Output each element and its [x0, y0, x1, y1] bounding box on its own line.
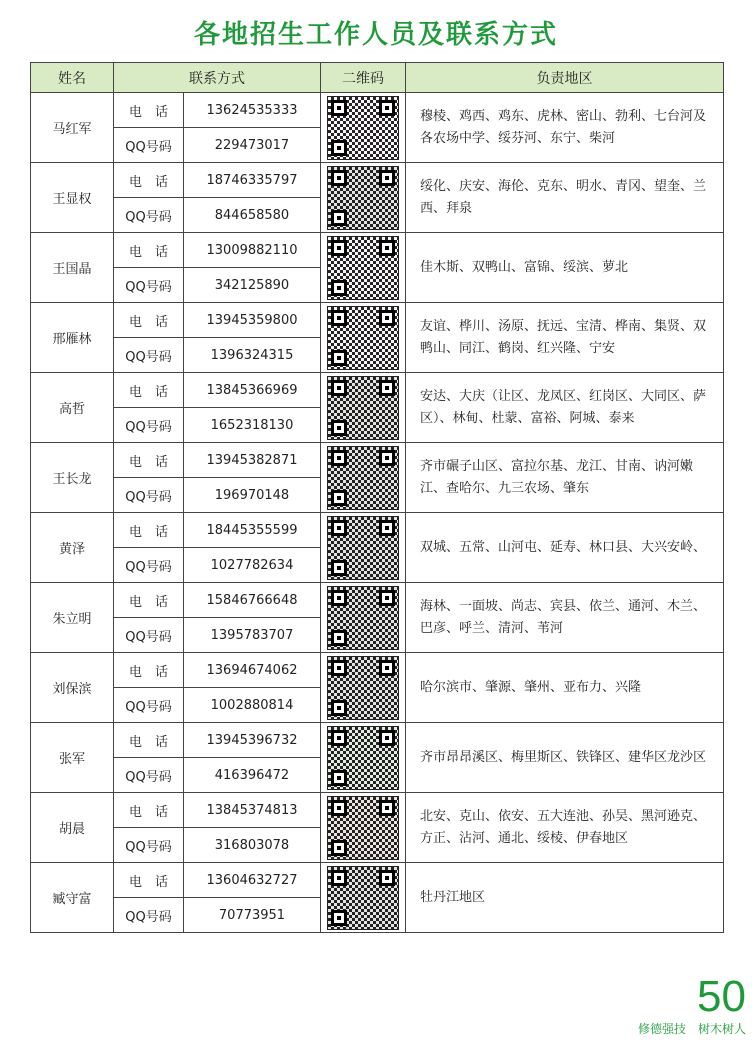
region-text: 绥化、庆安、海伦、克东、明水、青冈、望奎、兰西、拜泉	[406, 163, 724, 233]
phone-label: 电 话	[114, 303, 184, 338]
qq-label: QQ号码	[114, 828, 184, 863]
qr-code-icon	[327, 866, 399, 930]
phone-label: 电 话	[114, 233, 184, 268]
phone-label: 电 话	[114, 793, 184, 828]
staff-name: 张军	[31, 723, 114, 793]
phone-number: 15846766648	[184, 583, 321, 618]
qq-label: QQ号码	[114, 618, 184, 653]
qr-code-cell	[321, 793, 406, 863]
qr-code-cell	[321, 303, 406, 373]
phone-number: 13845366969	[184, 373, 321, 408]
header-row	[31, 63, 724, 93]
phone-number: 13845374813	[184, 793, 321, 828]
region-text: 佳木斯、双鸭山、富锦、绥滨、萝北	[406, 233, 724, 303]
table-row	[31, 93, 724, 128]
qr-code-cell	[321, 863, 406, 933]
region-text: 友谊、桦川、汤原、抚远、宝清、桦南、集贤、双鸭山、同江、鹤岗、红兴隆、宁安	[406, 303, 724, 373]
phone-label: 电 话	[114, 653, 184, 688]
staff-name: 马红军	[31, 93, 114, 163]
phone-number: 13009882110	[184, 233, 321, 268]
table-row	[31, 373, 724, 408]
qr-code-cell	[321, 723, 406, 793]
qr-code-cell	[321, 233, 406, 303]
staff-name: 高哲	[31, 373, 114, 443]
region-text: 安达、大庆（让区、龙凤区、红岗区、大同区、萨区）、林甸、杜蒙、富裕、阿城、泰来	[406, 373, 724, 443]
qq-number: 844658580	[184, 198, 321, 233]
header-contact: 联系方式	[114, 63, 321, 93]
qq-label: QQ号码	[114, 338, 184, 373]
qr-code-cell	[321, 373, 406, 443]
qq-number: 416396472	[184, 758, 321, 793]
header-region: 负责地区	[406, 63, 724, 93]
region-text: 穆棱、鸡西、鸡东、虎林、密山、勃利、七台河及各农场中学、绥芬河、东宁、柴河	[406, 93, 724, 163]
table-row	[31, 303, 724, 338]
page-title: 各地招生工作人员及联系方式	[193, 20, 558, 50]
page-number: 50	[697, 972, 746, 1021]
qq-label: QQ号码	[114, 478, 184, 513]
qr-code-icon	[327, 376, 399, 440]
staff-name: 臧守富	[31, 863, 114, 933]
qq-label: QQ号码	[114, 548, 184, 583]
qr-code-icon	[327, 516, 399, 580]
phone-label: 电 话	[114, 373, 184, 408]
qq-label: QQ号码	[114, 128, 184, 163]
table-row	[31, 163, 724, 198]
phone-label: 电 话	[114, 93, 184, 128]
contact-table	[30, 62, 724, 933]
qr-code-icon	[327, 166, 399, 230]
region-text: 北安、克山、依安、五大连池、孙吴、黑河逊克、方正、沾河、通北、绥棱、伊春地区	[406, 793, 724, 863]
qq-number: 316803078	[184, 828, 321, 863]
region-text: 齐市碾子山区、富拉尔基、龙江、甘南、讷河嫩江、查哈尔、九三农场、肇东	[406, 443, 724, 513]
phone-label: 电 话	[114, 863, 184, 898]
phone-number: 13624535333	[184, 93, 321, 128]
qq-number: 342125890	[184, 268, 321, 303]
table-row	[31, 583, 724, 618]
staff-name: 刘保滨	[31, 653, 114, 723]
qq-number: 229473017	[184, 128, 321, 163]
qr-code-cell	[321, 443, 406, 513]
phone-number: 13604632727	[184, 863, 321, 898]
staff-name: 黄泽	[31, 513, 114, 583]
qr-code-icon	[327, 726, 399, 790]
staff-name: 王长龙	[31, 443, 114, 513]
phone-label: 电 话	[114, 583, 184, 618]
qr-code-icon	[327, 446, 399, 510]
staff-name: 王国晶	[31, 233, 114, 303]
qr-code-cell	[321, 163, 406, 233]
qr-code-icon	[327, 306, 399, 370]
region-text: 海林、一面坡、尚志、宾县、依兰、通河、木兰、巴彦、呼兰、清河、苇河	[406, 583, 724, 653]
qq-label: QQ号码	[114, 268, 184, 303]
phone-label: 电 话	[114, 513, 184, 548]
region-text: 牡丹江地区	[406, 863, 724, 933]
phone-label: 电 话	[114, 443, 184, 478]
region-text: 齐市昂昂溪区、梅里斯区、铁锋区、建华区龙沙区	[406, 723, 724, 793]
region-text: 哈尔滨市、肇源、肇州、亚布力、兴隆	[406, 653, 724, 723]
qq-number: 1002880814	[184, 688, 321, 723]
phone-label: 电 话	[114, 723, 184, 758]
qq-number: 196970148	[184, 478, 321, 513]
qq-label: QQ号码	[114, 198, 184, 233]
phone-number: 18445355599	[184, 513, 321, 548]
qr-code-icon	[327, 586, 399, 650]
table-row	[31, 443, 724, 478]
qq-label: QQ号码	[114, 408, 184, 443]
qq-label: QQ号码	[114, 898, 184, 933]
table-row	[31, 863, 724, 898]
qr-code-cell	[321, 93, 406, 163]
phone-number: 13945359800	[184, 303, 321, 338]
qq-number: 1027782634	[184, 548, 321, 583]
qr-code-icon	[327, 656, 399, 720]
qq-label: QQ号码	[114, 758, 184, 793]
qr-code-icon	[327, 796, 399, 860]
staff-name: 胡晨	[31, 793, 114, 863]
qq-number: 1396324315	[184, 338, 321, 373]
footer-motto: 修德强技 树木树人	[637, 1022, 746, 1036]
phone-number: 18746335797	[184, 163, 321, 198]
phone-number: 13945396732	[184, 723, 321, 758]
table-row	[31, 233, 724, 268]
phone-number: 13694674062	[184, 653, 321, 688]
qr-code-cell	[321, 653, 406, 723]
phone-label: 电 话	[114, 163, 184, 198]
table-row	[31, 723, 724, 758]
staff-name: 王显权	[31, 163, 114, 233]
staff-name: 邢雁林	[31, 303, 114, 373]
qr-code-icon	[327, 96, 399, 160]
table-row	[31, 513, 724, 548]
qr-code-cell	[321, 583, 406, 653]
qr-code-icon	[327, 236, 399, 300]
region-text: 双城、五常、山河屯、延寿、林口县、大兴安岭、	[406, 513, 724, 583]
header-name: 姓名	[31, 63, 114, 93]
qq-number: 1395783707	[184, 618, 321, 653]
table-row	[31, 793, 724, 828]
staff-name: 朱立明	[31, 583, 114, 653]
phone-number: 13945382871	[184, 443, 321, 478]
qq-label: QQ号码	[114, 688, 184, 723]
table-row	[31, 653, 724, 688]
qr-code-cell	[321, 513, 406, 583]
header-qr: 二维码	[321, 63, 406, 93]
qq-number: 1652318130	[184, 408, 321, 443]
qq-number: 70773951	[184, 898, 321, 933]
